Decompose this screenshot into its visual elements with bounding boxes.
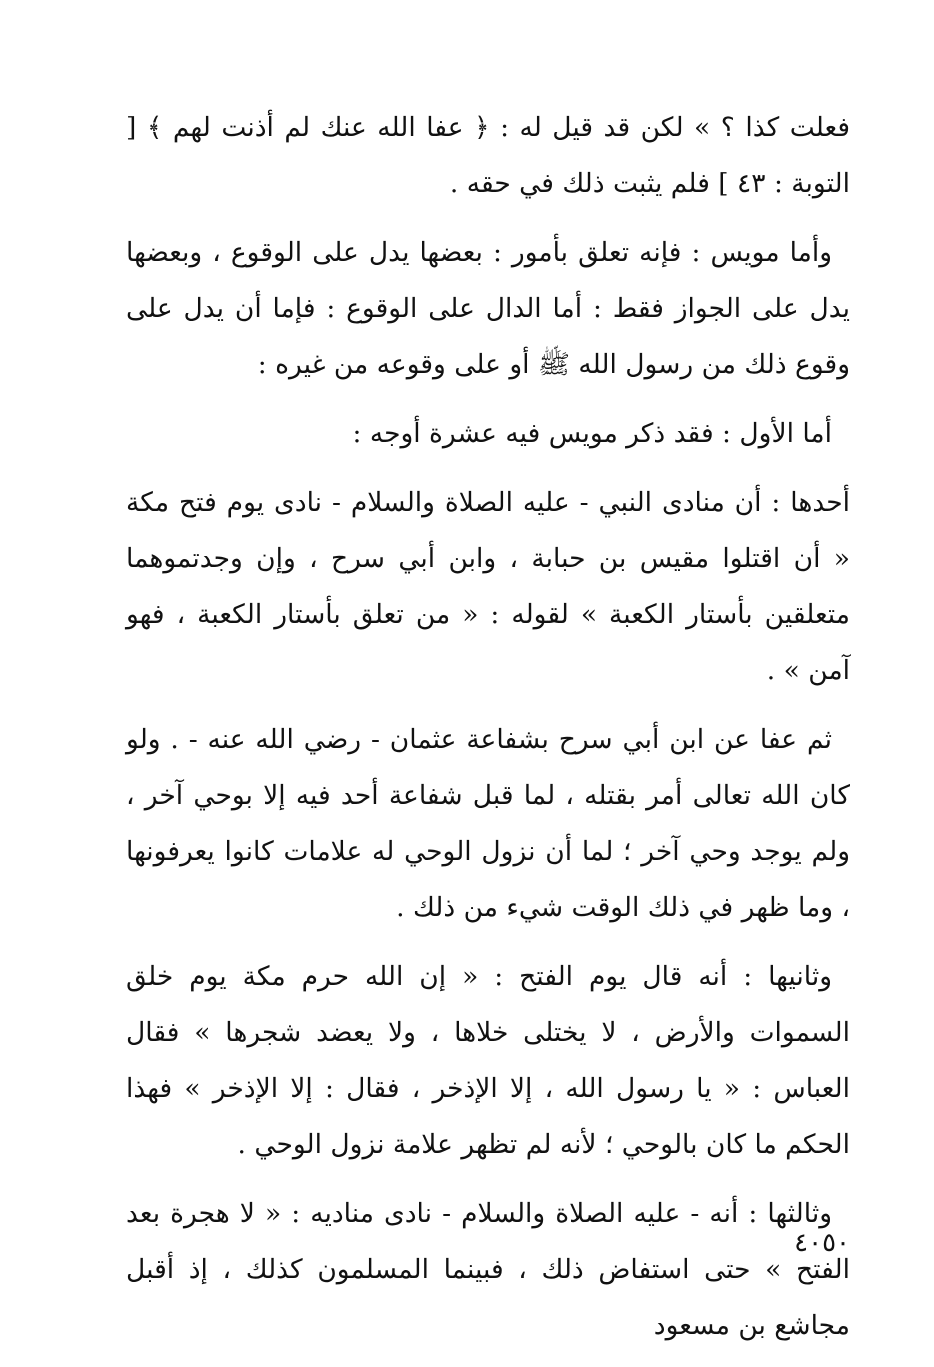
paragraph-5: ثم عفا عن ابن أبي سرح بشفاعة عثمان - رضي الله عنه - . ولو كان الله تعالى أمر بقتله ، لما قبل شفاعة أحد فيه إلا بوحي آخر ، ولم يوجد وحي آخر ؛ لما أن نزول الوحي له علامات كانوا يعرفونها ، وما ظهر في ذلك الوقت شيء من ذلك . — [126, 724, 850, 923]
paragraph-6: وثانيها : أنه قال يوم الفتح : « إن الله حرم مكة يوم خلق السموات والأرض ، لا يختلى خلاها ، ولا يعضد شجرها » فقال العباس : « يا رسول الله ، إلا الإذخر ، فقال : إلا الإذخر » فهذا الحكم ما كان بالوحي ؛ لأنه لم تظهر علامة نزول الوحي . — [126, 961, 850, 1160]
paragraph-4: أحدها : أن منادى النبي - عليه الصلاة والسلام - نادى يوم فتح مكة « أن اقتلوا مقيس بن حبابة ، وابن أبي سرح ، وإن وجدتموهما متعلقين بأستار الكعبة » لقوله : « من تعلق بأستار الكعبة ، فهو آمن » . — [126, 487, 850, 686]
body-text — [126, 100, 850, 1367]
page-number: ٤٠٥٠ — [794, 1228, 850, 1258]
paragraph-1: فعلت كذا ؟ » لكن قد قيل له : ﴿ عفا الله عنك لم أذنت لهم ﴾ [ التوبة : ٤٣ ] فلم يثبت ذلك في حقه . — [126, 112, 850, 199]
paragraph-3: أما الأول : فقد ذكر مويس فيه عشرة أوجه : — [352, 418, 832, 449]
paragraph-7: وثالثها : أنه - عليه الصلاة والسلام - نادى مناديه : « لا هجرة بعد الفتح » حتى استفاض ذلك ، فبينما المسلمون كذلك ، إذ أقبل مجاشع بن مسعود — [126, 1198, 850, 1341]
paragraph-2: وأما مويس : فإنه تعلق بأمور : بعضها يدل على الوقوع ، وبعضها يدل على الجواز فقط : أما الدال على الوقوع : فإما أن يدل على وقوع ذلك من رسول الله ﷺ أو على وقوعه من غيره : — [126, 237, 850, 380]
